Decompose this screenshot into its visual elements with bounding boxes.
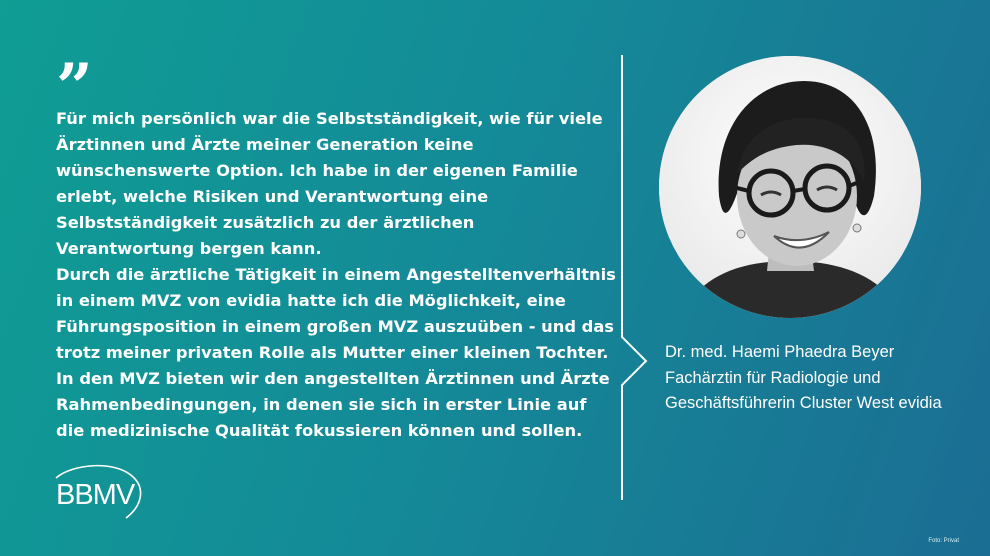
author-role: Fachärztin für Radiologie und [665, 368, 881, 387]
author-position: Geschäftsführerin Cluster West evidia [665, 394, 942, 412]
quote-paragraph-1: Für mich persönlich war die Selbstständigkeit, wie für viele Ärztinnen und Ärzte meiner Generation keine wünschenswerte Option. Ich habe in der eigenen Familie erlebt, welche Risiken und Verantwortung eine Selbstständigkeit zusätzlich zu der ärztlichen Verantwortung bergen kann. [56, 109, 603, 258]
photo-credit: Foto: Privat [928, 538, 959, 544]
quote-mark-icon: ” [56, 50, 87, 125]
author-info [665, 340, 975, 417]
author-portrait [659, 56, 921, 318]
quote-text [56, 106, 616, 444]
quote-paragraph-2: Durch die ärztliche Tätigkeit in einem Angestelltenverhältnis in einem MVZ von evidia hatte ich die Möglichkeit, eine Führungsposition in einem großen MVZ auszuüben - und das trotz meiner privaten Rolle als Mutter einer kleinen Tochter. In den MVZ bieten wir den angestellten Ärztinnen und Ärzte Rahmenbedingungen, in denen sie sich in erster Linie auf die medizinische Qualität fokussieren können und sollen. [56, 265, 616, 440]
divider-chevron-line [618, 55, 654, 505]
bbmv-logo: BBMV [56, 479, 135, 511]
author-name: Dr. med. Haemi Phaedra Beyer [665, 343, 895, 361]
